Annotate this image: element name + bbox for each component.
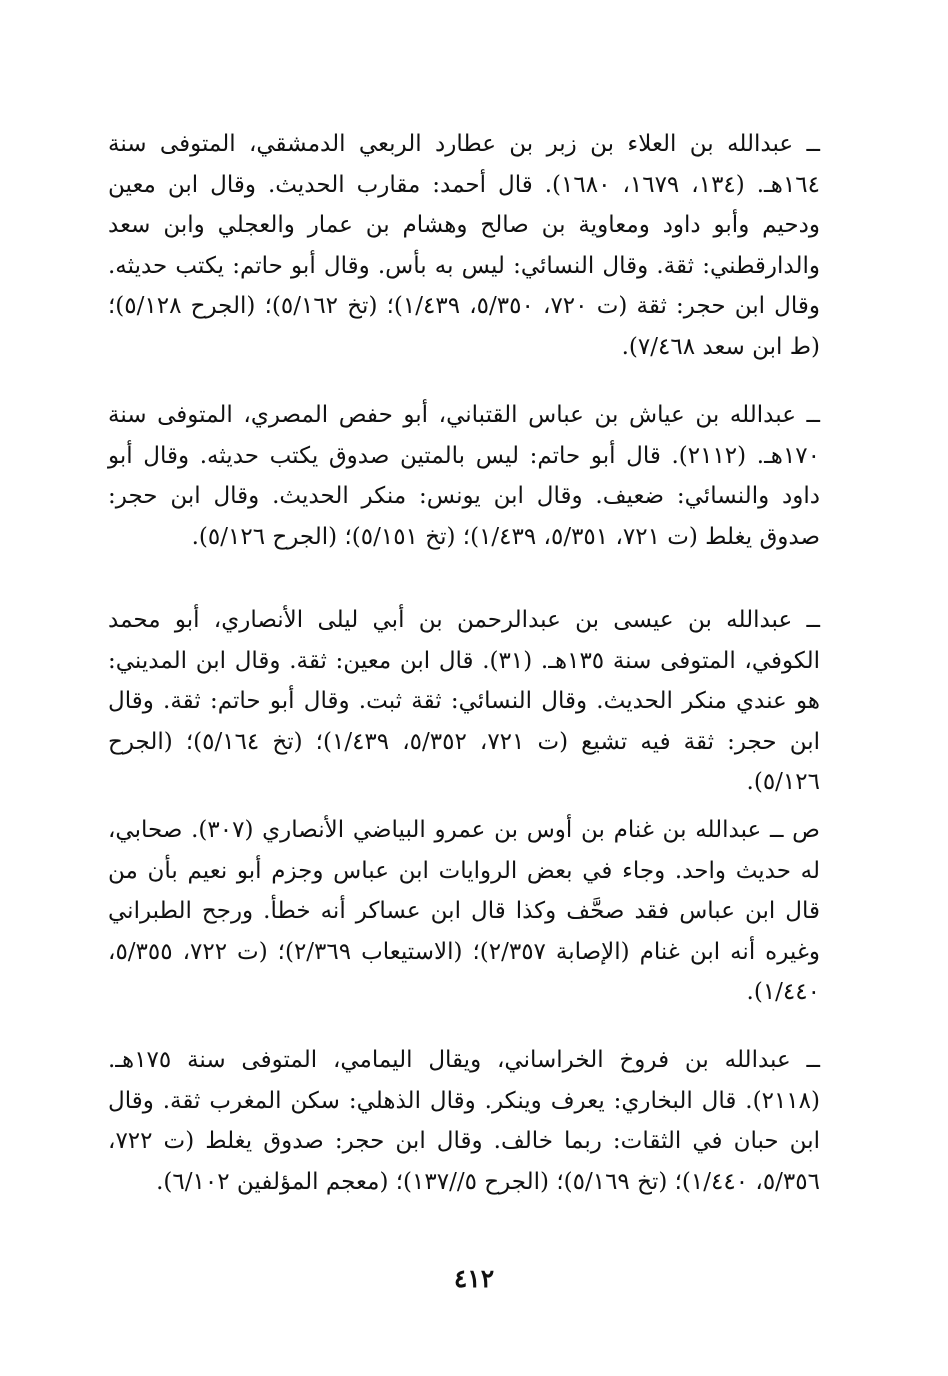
- entry-abdullah-ibn-ghannam: ص ــ عبدالله بن غنام بن أوس بن عمرو البياضي الأنصاري (٣٠٧). صحابي، له حديث واحد. وجاء في بعض الروايات ابن عباس وجزم أبو نعيم بأن من قال ابن عباس فقد صحَّف وكذا قال ابن عساكر أنه خطأ. ورجح الطبراني وغيره أنه ابن غنام (الإصابة ٢/٣٥٧)؛ (الاستيعاب ٢/٣٦٩)؛ (ت ٧٢٢، ٥/٣٥٥، ١/٤٤٠).: [108, 817, 821, 1005]
- entry-abdullah-ibn-al-ala: ــ عبدالله بن العلاء بن زبر بن عطارد الربعي الدمشقي، المتوفى سنة ١٦٤هـ. (١٣٤، ١٦٧٩، ١٦٨٠). قال أحمد: مقارب الحديث. وقال ابن معين ودحيم وأبو داود ومعاوية بن صالح وهشام بن عمار والعجلي وابن سعد والدارقطني: ثقة. وقال النسائي: ليس به بأس. وقال أبو حاتم: يكتب حديثه. وقال ابن حجر: ثقة (ت ٧٢٠، ٥/٣٥٠، ١/٤٣٩)؛ (تخ ٥/١٦٢)؛ (الجرح ٥/١٢٨)؛ (ط ابن سعد ٧/٤٦٨).: [108, 131, 821, 360]
- entry-abdullah-ibn-farrukh: ــ عبدالله بن فروخ الخراساني، ويقال اليمامي، المتوفى سنة ١٧٥هـ. (٢١١٨). قال البخاري: يعرف وينكر. وقال الذهلي: سكن المغرب ثقة. وقال ابن حبان في الثقات: ربما خالف. وقال ابن حجر: صدوق يغلط (ت ٧٢٢، ٥/٣٥٦، ١/٤٤٠)؛ (تخ ٥/١٦٩)؛ (الجرح ٥//١٣٧)؛ (معجم المؤلفين ٦/١٠٢).: [108, 1047, 820, 1195]
- entry-abdullah-ibn-isa: ــ عبدالله بن عيسى بن عبدالرحمن بن أبي ليلى الأنصاري، أبو محمد الكوفي، المتوفى سنة ١٣٥هـ. (٣١). قال ابن معين: ثقة. وقال ابن المديني: هو عندي منكر الحديث. وقال النسائي: ثقة ثبت. وقال أبو حاتم: ثقة. وقال ابن حجر: ثقة فيه تشيع (ت ٧٢١، ٥/٣٥٢، ١/٤٣٩)؛ (تخ ٥/١٦٤)؛ (الجرح ٥/١٢٦).: [108, 607, 821, 795]
- entry-abdullah-ibn-ayyash: ــ عبدالله بن عياش بن عباس القتباني، أبو حفص المصري، المتوفى سنة ١٧٠هـ. (٢١١٢). قال أبو حاتم: ليس بالمتين صدوق يكتب حديثه. وقال أبو داود والنسائي: ضعيف. وقال ابن يونس: منكر الحديث. وقال ابن حجر: صدوق يغلط (ت ٧٢١، ٥/٣٥١، ١/٤٣٩)؛ (تخ ٥/١٥١)؛ (الجرح ٥/١٢٦).: [108, 402, 820, 550]
- page-number: ٤١٢: [453, 1264, 495, 1293]
